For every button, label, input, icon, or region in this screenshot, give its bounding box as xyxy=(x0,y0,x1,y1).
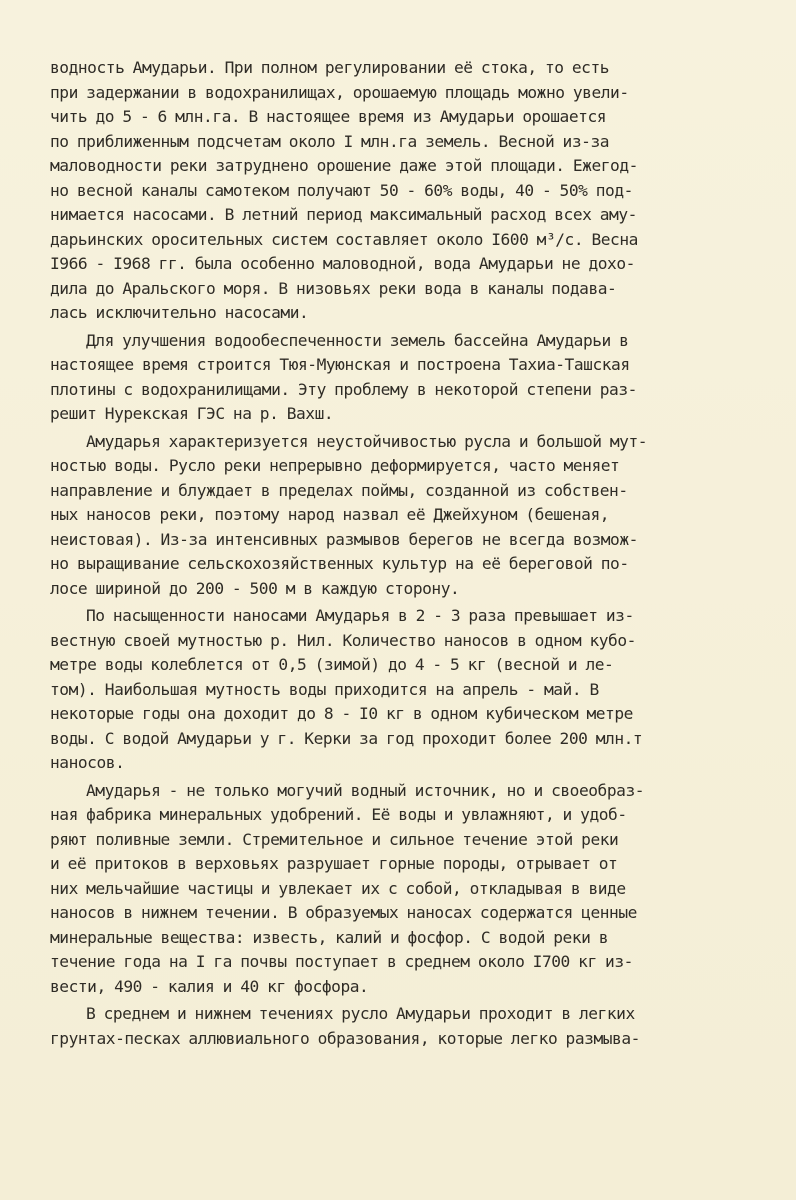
paragraph-3 xyxy=(50,430,754,602)
text-line: неистовая). Из-за интенсивных размывов берегов не всегда возмож- xyxy=(50,529,638,549)
text-line: ностью воды. Русло реки непрерывно деформируется, часто меняет xyxy=(50,456,620,475)
paragraph-6 xyxy=(50,1002,754,1051)
text-line: ная фабрика минеральных удобрений. Её воды и увлажняют, и удоб- xyxy=(50,805,627,824)
text-line: нимается насосами. В летний период максимальный расход всех аму- xyxy=(50,205,637,224)
text-line: Амударья характеризуется неустойчивостью русла и большой мут- xyxy=(86,431,648,451)
text-line: но выращивание сельскохозяйственных культур на её береговой по- xyxy=(50,554,629,573)
text-line: чить до 5 - 6 млн.га. В настоящее время из Амударьи орошается xyxy=(50,107,607,126)
paragraph-4 xyxy=(50,604,754,776)
text-line: метре воды колеблется от 0,5 (зимой) до 4 - 5 кг (весной и ле- xyxy=(50,655,614,674)
text-line: дарьинских оросительных систем составляет около I600 м³/с. Весна xyxy=(50,229,638,249)
paragraph-2 xyxy=(50,329,754,427)
text-line: течение года на I га почвы поступает в среднем около I700 кг из- xyxy=(50,952,633,971)
text-line: некоторые годы она доходит до 8 - I0 кг в одном кубическом метре xyxy=(50,704,633,723)
text-line: вести, 490 - калия и 40 кг фосфора. xyxy=(50,976,369,996)
text-line: них мельчайшие частицы и увлекает их с собой, откладывая в виде xyxy=(50,878,626,898)
text-line: по приближенным подсчетам около I млн.га земель. Весной из-за xyxy=(50,131,610,151)
text-line: Для улучшения водообеспеченности земель бассейна Амударьи в xyxy=(86,330,629,350)
text-line: I966 - I968 гг. была особенно маловодной, вода Амударьи не дохо- xyxy=(50,254,635,273)
text-line: решит Нурекская ГЭС на р. Вахш. xyxy=(50,404,334,423)
text-line: но весной каналы самотеком получают 50 - 60% воды, 40 - 50% под- xyxy=(50,180,633,200)
text-line: ных наносов реки, поэтому народ назвал её Джейхуном (бешеная, xyxy=(50,505,610,524)
text-line: при задержании в водохранилищах, орошаемую площадь можно увели- xyxy=(50,82,629,102)
text-line: По насыщенности наносами Амударья в 2 - 3 раза превышает из- xyxy=(86,606,634,625)
text-line: и её притоков в верховьях разрушает горные породы, отрывает от xyxy=(50,854,618,873)
text-line: грунтах-песках аллювиального образования, которые легко размыва- xyxy=(50,1028,640,1048)
text-line: вестную своей мутностью р. Нил. Количество наносов в одном кубо- xyxy=(50,630,636,650)
text-line: дила до Аральского моря. В низовьях реки вода в каналы подава- xyxy=(50,278,617,298)
text-line: плотины с водохранилищами. Эту проблему в некоторой степени раз- xyxy=(50,379,637,399)
body-text xyxy=(50,56,754,1051)
text-line: направление и блуждает в пределах поймы, созданной из собствен- xyxy=(50,480,628,500)
text-line: минеральные вещества: известь, калий и фосфор. С водой реки в xyxy=(50,927,609,947)
text-line: водность Амударьи. При полном регулировании её стока, то есть xyxy=(50,58,610,77)
text-line: наносов в нижнем течении. В образуемых наносах содержатся ценные xyxy=(50,903,637,922)
text-line: Амударья - не только могучий водный источник, но и своеобраз- xyxy=(86,780,645,800)
text-line: лосе шириной до 200 - 500 м в каждую сторону. xyxy=(50,578,460,598)
text-line: В среднем и нижнем течениях русло Амударьи проходит в легких xyxy=(86,1004,635,1023)
text-line: маловодности реки затруднено орошение даже этой площади. Ежегод- xyxy=(50,156,638,175)
paragraph-5 xyxy=(50,779,754,1000)
text-line: воды. С водой Амударьи у г. Керки за год проходит более 200 млн.т xyxy=(50,728,643,748)
text-line: лась исключительно насосами. xyxy=(50,303,309,322)
text-line: ряют поливные земли. Стремительное и сильное течение этой реки xyxy=(50,829,619,849)
paragraph-1 xyxy=(50,56,754,326)
text-line: наносов. xyxy=(50,753,125,772)
text-line: том). Наибольшая мутность воды приходится на апрель - май. В xyxy=(50,679,599,699)
text-line: настоящее время строится Тюя-Муюнская и построена Тахиа-Ташская xyxy=(50,355,630,374)
